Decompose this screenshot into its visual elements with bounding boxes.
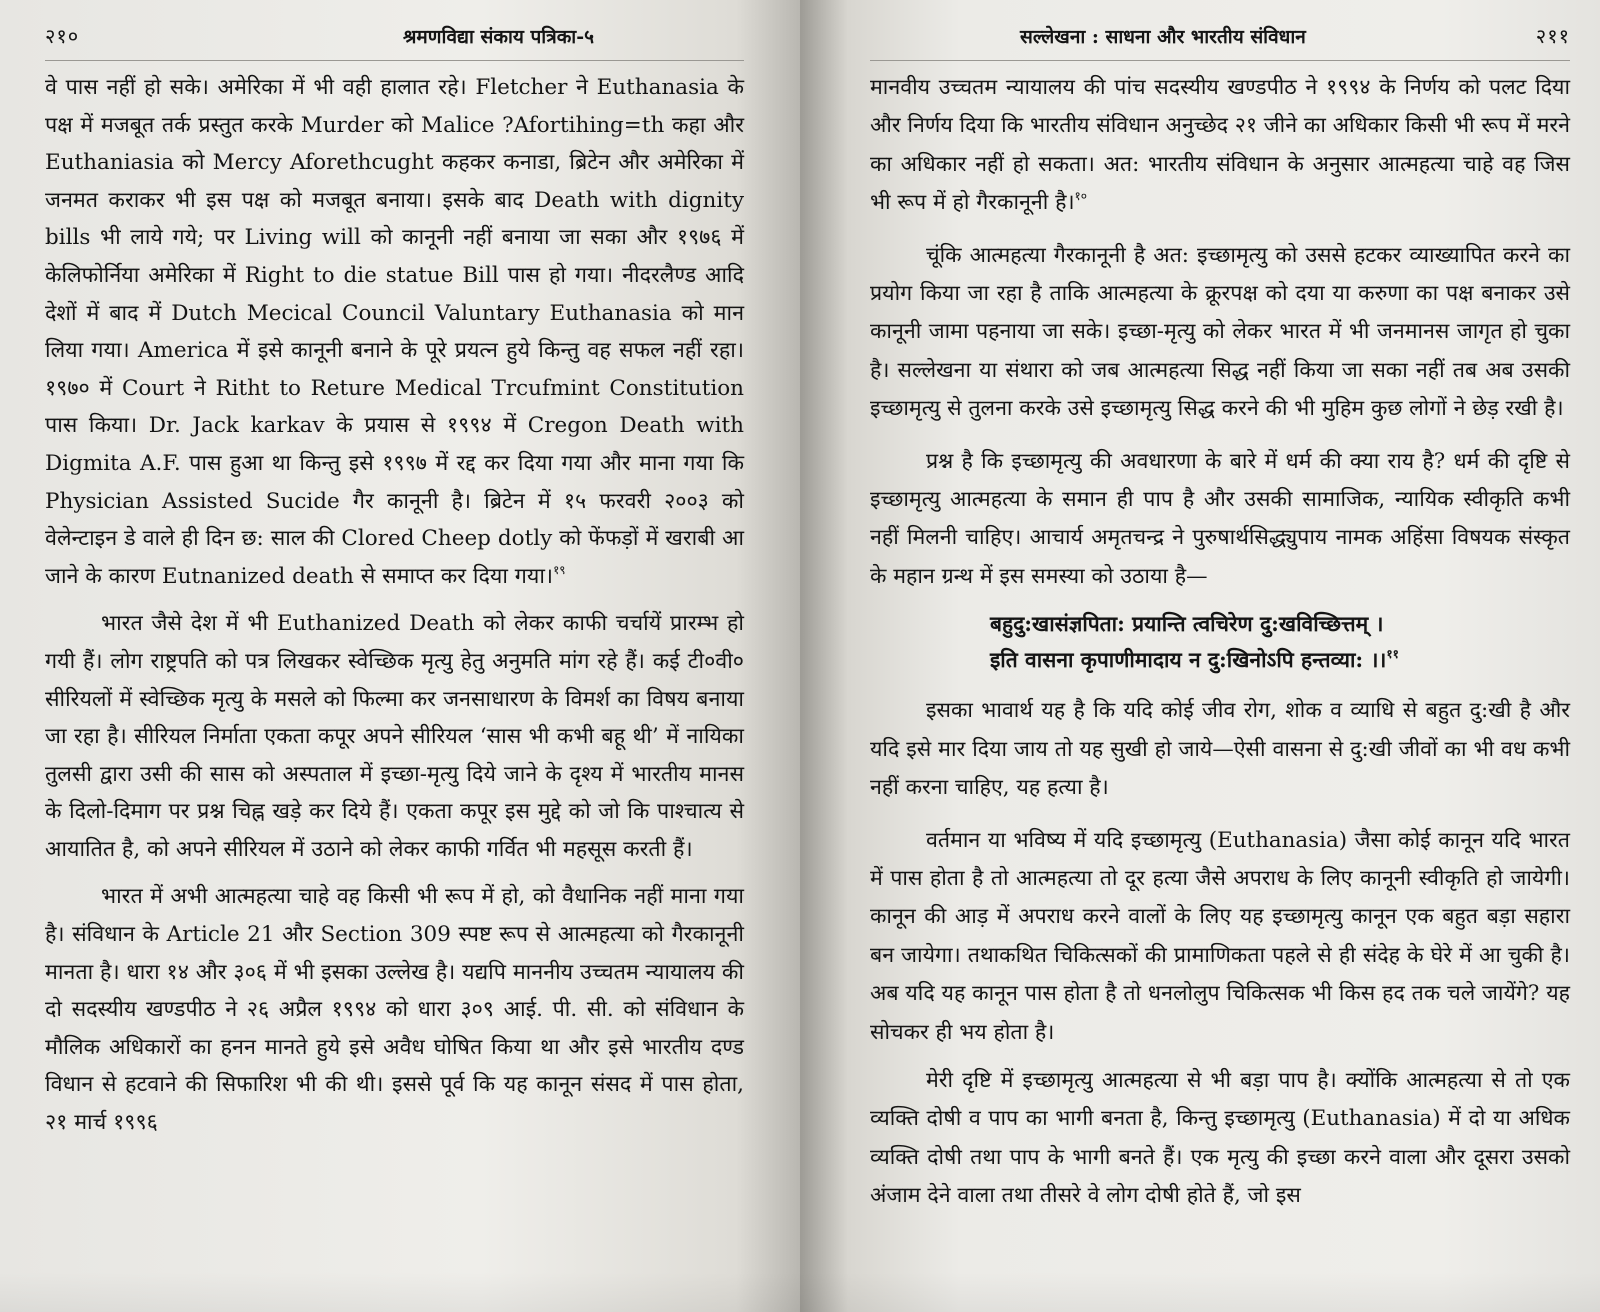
left-paragraph-2: भारत जैसे देश में भी Euthanized Death को लेकर काफी चर्चायें प्रारम्भ हो गयी हैं। लोग राष्ट्रपति को पत्र लिखकर स्वेच्छिक मृत्यु हेतु अनुमति मांग रहे हैं। कई टी०वी० सीरियलों में स्वेच्छिक मृत्यु के मसले को फिल्मा कर जनसाधारण के विमर्श का विषय बनाया जा रहा है। सीरियल निर्माता एकता कपूर अपने सीरियल ‘सास भी कभी बहू थी’ में नायिका तुलसी द्वारा उसी की सास को अस्पताल में इच्छा-मृत्यु दिये जाने के दृश्य में भारतीय मानस के दिलो-दिमाग पर प्रश्न चिह्न खड़े कर दिये हैं। एकता कपूर इस मुद्दे को जो कि पाश्चात्य से आयातित है, को अपने सीरियल में उठाने को लेकर काफी गर्वित भी महसूस करती हैं। (45, 611, 744, 862)
right-paragraph-3: प्रश्न है कि इच्छामृत्यु की अवधारणा के बारे में धर्म की क्या राय है? धर्म की दृष्टि से इच्छामृत्यु आत्महत्या के समान ही पाप है और उसकी सामाजिक, न्यायिक स्वीकृति कभी नहीं मिलनी चाहिए। आचार्य अमृतचन्द्र ने पुरुषार्थसिद्ध्युपाय नामक अहिंसा विषयक संस्कृत के महान ग्रन्थ में इस समस्या को उठाया है— (870, 448, 1570, 589)
page-shadow (0, 1272, 800, 1312)
left-running-title: श्रमणविद्या संकाय पत्रिका-५ (402, 26, 594, 48)
footnote-mark: १० (1074, 189, 1088, 204)
right-page-header (870, 22, 1570, 61)
right-paragraph-4: इसका भावार्थ यह है कि यदि कोई जीव रोग, शोक व व्याधि से बहुत दु:खी है और यदि इसे मार दिया जाय तो यह सुखी हो जाये—ऐसी वासना से दु:खी जीवों का भी वध कभी नहीं करना चाहिए, यह हत्या है। (870, 698, 1570, 801)
right-page-text (870, 69, 1570, 1216)
left-paragraph-1: वे पास नहीं हो सके। अमेरिका में भी वही हालात रहे। Fletcher ने Euthanasia के पक्ष में मजबूत तर्क प्रस्तुत करके Murder को Malice ?Afortihing=th कहा और Euthaniasia को Mercy Aforethcught कहकर कनाडा, ब्रिटेन और अमेरिका में जनमत कराकर भी इस पक्ष को मजबूत बनाया। इसके बाद Death with dignity bills भी लाये गये; पर Living will को कानूनी नहीं बनाया जा सका और १९७६ में केलिफोर्निया अमेरिका में Right to die statue Bill पास हो गया। नीदरलैण्ड आदि देशों में बाद में Dutch Mecical Council Valuntary Euthanasia को मान लिया गया। America में इसे कानूनी बनाने के पूरे प्रयत्न हुये किन्तु वह सफल नहीं रहा। १९७० में Court ने Ritht to Reture Medical Trcufmint Constitution पास किया। Dr. Jack karkav के प्रयास से १९९४ में Cregon Death with Digmita A.F. पास हुआ था किन्तु इसे १९९७ में रद्द कर दिया गया और माना गया कि Physician Assisted Sucide गैर कानूनी है। ब्रिटेन में १५ फरवरी २००३ को वेलेन्टाइन डे वाले ही दिन छ: साल की Clored Cheep dotly को फेंफड़ों में खराबी आ जाने के कारण Eutnanized death से समाप्त कर दिया गया।$^{१९}$ (45, 75, 744, 589)
left-page-text (45, 69, 744, 1142)
right-page-number: २११ (1535, 24, 1570, 48)
sanskrit-verse (990, 606, 1570, 678)
footnote-mark: ११ (1386, 647, 1399, 662)
verse-line-2: इति वासना कृपाणीमादाय न दु:खिनोऽपि हन्तव्या: ।।$^{११}$ (990, 647, 1399, 673)
left-page-header (45, 22, 744, 61)
right-paragraph-5: वर्तमान या भविष्य में यदि इच्छामृत्यु (Euthanasia) जैसा कोई कानून यदि भारत में पास होता है तो आत्महत्या तो दूर हत्या जैसे अपराध के लिए कानूनी स्वीकृति हो जायेगी। कानून की आड़ में अपराध करने वालों के लिए यह इच्छामृत्यु कानून एक बहुत बड़ा सहारा बन जायेगा। तथाकथित चिकित्सकों की प्रामाणिकता पहले से ही संदेह के घेरे में आ चुकी है। अब यदि यह कानून पास होता है तो धनलोलुप चिकित्सक भी किस हद तक चले जायेंगे? यह सोचकर ही भय होता है। (870, 827, 1570, 1045)
right-running-title: सल्लेखना : साधना और भारतीय संविधान (1020, 26, 1306, 48)
right-paragraph-1: मानवीय उच्चतम न्यायालय की पांच सदस्यीय खण्डपीठ ने १९९४ के निर्णय को पलट दिया और निर्णय दिया कि भारतीय संविधान अनुच्छेद २१ जीने का अधिकार किसी भी रूप में मरने का अधिकार नहीं हो सकता। अत: भारतीय संविधान के अनुसार आत्महत्या चाहे वह जिस भी रूप में हो गैरकानूनी है।$^{१०}$ (870, 75, 1570, 216)
footnote-mark: १९ (553, 562, 566, 577)
verse-line-1: बहुदु:खासंज्ञपिता: प्रयान्ति त्वचिरेण दु:खविच्छित्तम् । (990, 611, 1384, 637)
right-paragraph-6: मेरी दृष्टि में इच्छामृत्यु आत्महत्या से भी बड़ा पाप है। क्योंकि आत्महत्या से तो एक व्यक्ति दोषी व पाप का भागी बनता है, किन्तु इच्छामृत्यु (Euthanasia) में दो या अधिक व्यक्ति दोषी तथा पाप के भागी बनते हैं। एक मृत्यु की इच्छा करने वाला और दूसरा उसको अंजाम देने वाला तथा तीसरे वे लोग दोषी होते हैं, जो इस (870, 1067, 1570, 1209)
right-paragraph-2: चूंकि आत्महत्या गैरकानूनी है अत: इच्छामृत्यु को उससे हटकर व्याख्यापित करने का प्रयोग किया जा रहा है ताकि आत्महत्या के क्रूरपक्ष को दया या करुणा का पक्ष बनाकर उसे कानूनी जामा पहनाया जा सके। इच्छा-मृत्यु को लेकर भारत में भी जनमानस जागृत हो चुका है। सल्लेखना या संथारा को जब आत्महत्या सिद्ध नहीं किया जा सका नहीं तब अब उसकी इच्छामृत्यु से तुलना करके उसे इच्छामृत्यु सिद्ध करने की भी मुहिम कुछ लोगों ने छेड़ रखी है। (870, 242, 1570, 422)
page-shadow (800, 1272, 1600, 1312)
left-page-number: २१० (45, 24, 80, 48)
left-paragraph-3: भारत में अभी आत्महत्या चाहे वह किसी भी रूप में हो, को वैधानिक नहीं माना गया है। संविधान के Article 21 और Section 309 स्पष्ट रूप से आत्महत्या को गैरकानूनी मानता है। धारा १४ और ३०६ में भी इसका उल्लेख है। यद्यपि माननीय उच्चतम न्यायालय की दो सदस्यीय खण्डपीठ ने २६ अप्रैल १९९४ को धारा ३०९ आई. पी. सी. को संविधान के मौलिक अधिकारों का हनन मानते हुये इसे अवैध घोषित किया था और इसे भारतीय दण्ड विधान से हटवाने की सिफारिश भी की थी। इससे पूर्व कि यह कानून संसद में पास होता, २१ मार्च १९९६ (45, 884, 744, 1136)
right-page (800, 0, 1600, 1312)
